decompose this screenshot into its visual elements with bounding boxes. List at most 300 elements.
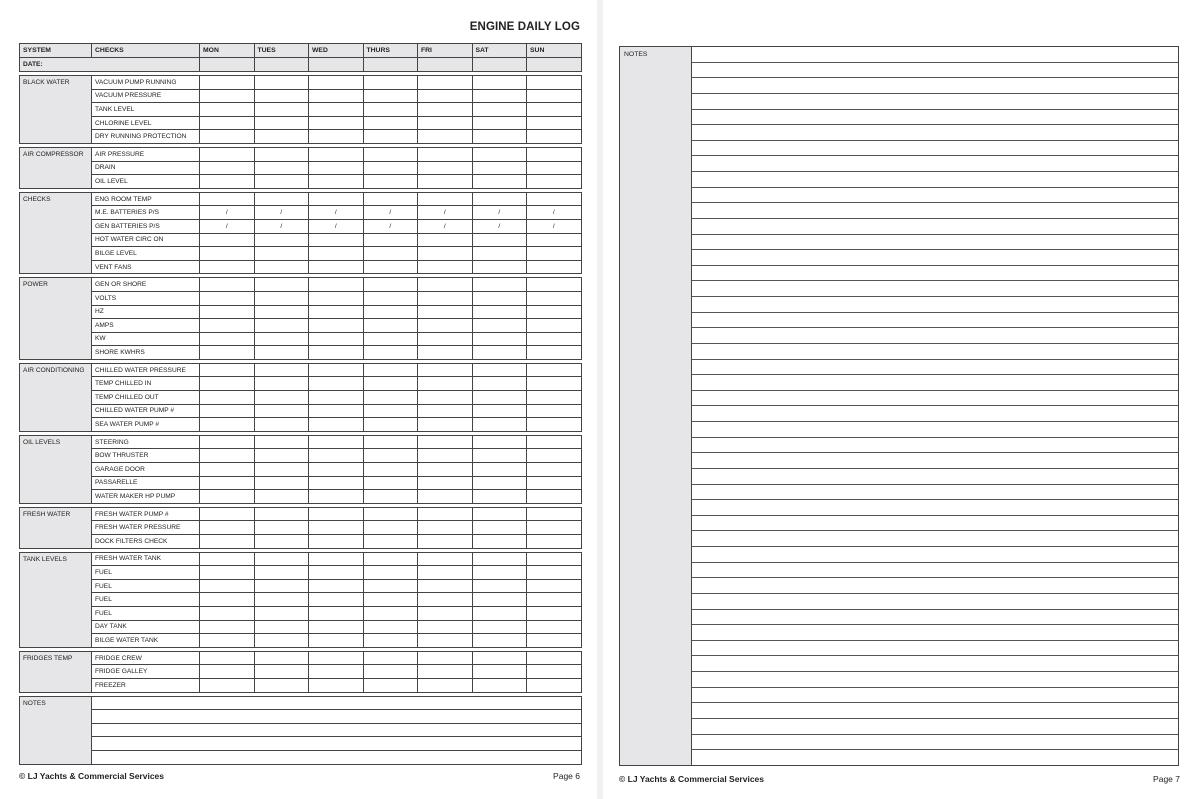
day-cell[interactable]	[200, 535, 255, 549]
day-cell[interactable]	[418, 418, 473, 432]
day-cell[interactable]	[309, 606, 364, 620]
day-cell[interactable]	[472, 418, 527, 432]
day-cell[interactable]	[254, 404, 309, 418]
day-cell[interactable]	[309, 233, 364, 247]
notes-line[interactable]	[92, 737, 582, 751]
day-cell[interactable]	[527, 435, 582, 449]
day-cell[interactable]	[418, 507, 473, 521]
day-cell[interactable]	[418, 566, 473, 580]
notes-line[interactable]	[692, 281, 1178, 297]
date-cell[interactable]	[527, 58, 582, 72]
day-cell[interactable]	[527, 651, 582, 665]
day-cell[interactable]	[418, 103, 473, 117]
notes-line[interactable]	[692, 219, 1178, 235]
day-cell[interactable]	[309, 435, 364, 449]
day-cell[interactable]	[254, 490, 309, 504]
day-cell[interactable]: /	[472, 219, 527, 233]
notes-line[interactable]	[692, 297, 1178, 313]
day-cell[interactable]	[418, 579, 473, 593]
day-cell[interactable]	[418, 161, 473, 175]
day-cell[interactable]	[363, 418, 418, 432]
day-cell[interactable]	[200, 435, 255, 449]
day-cell[interactable]	[309, 130, 364, 144]
day-cell[interactable]	[418, 305, 473, 319]
day-cell[interactable]	[363, 192, 418, 206]
day-cell[interactable]	[200, 476, 255, 490]
day-cell[interactable]	[363, 593, 418, 607]
day-cell[interactable]	[200, 593, 255, 607]
day-cell[interactable]	[254, 161, 309, 175]
day-cell[interactable]	[309, 103, 364, 117]
day-cell[interactable]	[527, 552, 582, 566]
day-cell[interactable]	[254, 507, 309, 521]
day-cell[interactable]	[472, 116, 527, 130]
day-cell[interactable]	[309, 89, 364, 103]
day-cell[interactable]	[527, 332, 582, 346]
day-cell[interactable]	[527, 490, 582, 504]
day-cell[interactable]	[472, 391, 527, 405]
day-cell[interactable]	[254, 435, 309, 449]
day-cell[interactable]	[527, 76, 582, 90]
day-cell[interactable]	[254, 89, 309, 103]
day-cell[interactable]	[254, 291, 309, 305]
day-cell[interactable]	[527, 404, 582, 418]
notes-line[interactable]	[92, 696, 582, 710]
day-cell[interactable]	[472, 291, 527, 305]
day-cell[interactable]	[200, 247, 255, 261]
day-cell[interactable]	[254, 449, 309, 463]
notes-line[interactable]	[692, 63, 1178, 79]
day-cell[interactable]	[254, 175, 309, 189]
notes-line[interactable]	[692, 516, 1178, 532]
day-cell[interactable]	[309, 521, 364, 535]
day-cell[interactable]	[527, 147, 582, 161]
day-cell[interactable]	[363, 391, 418, 405]
date-cell[interactable]	[200, 58, 255, 72]
day-cell[interactable]	[363, 665, 418, 679]
day-cell[interactable]	[200, 552, 255, 566]
notes-line[interactable]	[692, 344, 1178, 360]
day-cell[interactable]	[254, 418, 309, 432]
day-cell[interactable]	[418, 678, 473, 692]
day-cell[interactable]	[309, 247, 364, 261]
day-cell[interactable]: /	[200, 219, 255, 233]
day-cell[interactable]	[527, 507, 582, 521]
day-cell[interactable]	[527, 233, 582, 247]
day-cell[interactable]: /	[418, 206, 473, 220]
day-cell[interactable]	[309, 418, 364, 432]
day-cell[interactable]	[472, 651, 527, 665]
day-cell[interactable]	[527, 391, 582, 405]
day-cell[interactable]	[200, 363, 255, 377]
day-cell[interactable]: /	[254, 219, 309, 233]
notes-line[interactable]	[692, 485, 1178, 501]
notes-line[interactable]	[692, 750, 1178, 765]
day-cell[interactable]	[254, 593, 309, 607]
day-cell[interactable]	[200, 332, 255, 346]
day-cell[interactable]	[472, 332, 527, 346]
day-cell[interactable]: /	[200, 206, 255, 220]
notes-line[interactable]	[692, 453, 1178, 469]
day-cell[interactable]	[309, 678, 364, 692]
day-cell[interactable]	[309, 634, 364, 648]
day-cell[interactable]	[200, 192, 255, 206]
day-cell[interactable]	[418, 89, 473, 103]
date-cell[interactable]	[254, 58, 309, 72]
day-cell[interactable]	[309, 260, 364, 274]
day-cell[interactable]	[418, 463, 473, 477]
day-cell[interactable]	[254, 192, 309, 206]
day-cell[interactable]	[527, 319, 582, 333]
day-cell[interactable]	[200, 463, 255, 477]
day-cell[interactable]	[254, 247, 309, 261]
day-cell[interactable]	[527, 247, 582, 261]
day-cell[interactable]	[472, 463, 527, 477]
day-cell[interactable]	[472, 346, 527, 360]
day-cell[interactable]	[418, 476, 473, 490]
day-cell[interactable]	[254, 620, 309, 634]
date-cell[interactable]	[309, 58, 364, 72]
day-cell[interactable]: /	[527, 206, 582, 220]
day-cell[interactable]	[472, 665, 527, 679]
notes-line[interactable]	[692, 141, 1178, 157]
day-cell[interactable]	[309, 535, 364, 549]
day-cell[interactable]	[309, 463, 364, 477]
day-cell[interactable]	[418, 291, 473, 305]
day-cell[interactable]	[309, 147, 364, 161]
day-cell[interactable]	[418, 449, 473, 463]
day-cell[interactable]	[363, 435, 418, 449]
day-cell[interactable]	[200, 175, 255, 189]
day-cell[interactable]	[254, 566, 309, 580]
day-cell[interactable]	[363, 332, 418, 346]
day-cell[interactable]: /	[309, 206, 364, 220]
day-cell[interactable]	[309, 404, 364, 418]
notes-line[interactable]	[692, 94, 1178, 110]
notes-line[interactable]	[692, 547, 1178, 563]
day-cell[interactable]	[527, 291, 582, 305]
date-cell[interactable]	[472, 58, 527, 72]
day-cell[interactable]	[363, 535, 418, 549]
day-cell[interactable]: /	[254, 206, 309, 220]
day-cell[interactable]	[254, 476, 309, 490]
day-cell[interactable]	[363, 161, 418, 175]
day-cell[interactable]	[254, 634, 309, 648]
notes-line[interactable]	[692, 250, 1178, 266]
notes-line[interactable]	[692, 735, 1178, 751]
day-cell[interactable]	[200, 103, 255, 117]
day-cell[interactable]	[363, 363, 418, 377]
day-cell[interactable]	[309, 192, 364, 206]
day-cell[interactable]	[472, 305, 527, 319]
day-cell[interactable]	[309, 278, 364, 292]
date-cell[interactable]	[418, 58, 473, 72]
notes-line[interactable]	[692, 328, 1178, 344]
day-cell[interactable]	[309, 490, 364, 504]
day-cell[interactable]	[200, 418, 255, 432]
day-cell[interactable]	[472, 566, 527, 580]
day-cell[interactable]	[363, 103, 418, 117]
day-cell[interactable]	[472, 175, 527, 189]
day-cell[interactable]	[254, 552, 309, 566]
day-cell[interactable]	[254, 377, 309, 391]
notes-line[interactable]	[692, 594, 1178, 610]
day-cell[interactable]	[527, 535, 582, 549]
day-cell[interactable]	[200, 278, 255, 292]
day-cell[interactable]	[418, 116, 473, 130]
day-cell[interactable]	[254, 76, 309, 90]
day-cell[interactable]	[200, 233, 255, 247]
day-cell[interactable]	[418, 634, 473, 648]
day-cell[interactable]	[418, 192, 473, 206]
day-cell[interactable]	[418, 247, 473, 261]
day-cell[interactable]	[418, 620, 473, 634]
notes-line[interactable]	[692, 438, 1178, 454]
day-cell[interactable]	[200, 89, 255, 103]
day-cell[interactable]: /	[363, 206, 418, 220]
day-cell[interactable]	[200, 391, 255, 405]
day-cell[interactable]	[200, 147, 255, 161]
day-cell[interactable]	[309, 579, 364, 593]
day-cell[interactable]	[363, 147, 418, 161]
day-cell[interactable]	[309, 391, 364, 405]
notes-line[interactable]	[692, 391, 1178, 407]
day-cell[interactable]	[527, 634, 582, 648]
day-cell[interactable]	[200, 521, 255, 535]
day-cell[interactable]	[363, 76, 418, 90]
day-cell[interactable]	[363, 620, 418, 634]
day-cell[interactable]	[363, 404, 418, 418]
day-cell[interactable]	[254, 130, 309, 144]
notes-line[interactable]	[692, 156, 1178, 172]
day-cell[interactable]	[472, 476, 527, 490]
notes-line[interactable]	[92, 750, 582, 764]
day-cell[interactable]	[200, 449, 255, 463]
day-cell[interactable]	[363, 463, 418, 477]
day-cell[interactable]	[363, 566, 418, 580]
day-cell[interactable]	[363, 130, 418, 144]
day-cell[interactable]	[527, 175, 582, 189]
day-cell[interactable]	[418, 490, 473, 504]
day-cell[interactable]	[472, 130, 527, 144]
day-cell[interactable]	[363, 233, 418, 247]
day-cell[interactable]	[527, 89, 582, 103]
day-cell[interactable]	[309, 175, 364, 189]
day-cell[interactable]: /	[309, 219, 364, 233]
day-cell[interactable]	[254, 116, 309, 130]
day-cell[interactable]	[309, 593, 364, 607]
day-cell[interactable]	[200, 377, 255, 391]
notes-line[interactable]	[692, 688, 1178, 704]
notes-line[interactable]	[692, 719, 1178, 735]
notes-line[interactable]	[692, 610, 1178, 626]
day-cell[interactable]	[200, 130, 255, 144]
day-cell[interactable]	[472, 192, 527, 206]
day-cell[interactable]	[418, 147, 473, 161]
day-cell[interactable]	[254, 391, 309, 405]
notes-line[interactable]	[692, 500, 1178, 516]
day-cell[interactable]	[363, 552, 418, 566]
day-cell[interactable]	[200, 606, 255, 620]
day-cell[interactable]	[527, 305, 582, 319]
day-cell[interactable]	[200, 291, 255, 305]
notes-line[interactable]	[692, 469, 1178, 485]
day-cell[interactable]	[309, 363, 364, 377]
day-cell[interactable]	[309, 332, 364, 346]
day-cell[interactable]	[363, 449, 418, 463]
day-cell[interactable]	[472, 363, 527, 377]
day-cell[interactable]	[309, 76, 364, 90]
day-cell[interactable]	[254, 260, 309, 274]
day-cell[interactable]	[200, 116, 255, 130]
day-cell[interactable]	[309, 507, 364, 521]
day-cell[interactable]	[309, 346, 364, 360]
day-cell[interactable]	[418, 319, 473, 333]
day-cell[interactable]	[363, 521, 418, 535]
day-cell[interactable]: /	[363, 219, 418, 233]
day-cell[interactable]	[309, 552, 364, 566]
day-cell[interactable]	[363, 507, 418, 521]
notes-line[interactable]	[92, 723, 582, 737]
day-cell[interactable]	[418, 435, 473, 449]
day-cell[interactable]	[200, 161, 255, 175]
day-cell[interactable]	[527, 463, 582, 477]
notes-line[interactable]	[692, 625, 1178, 641]
day-cell[interactable]	[254, 651, 309, 665]
day-cell[interactable]	[472, 593, 527, 607]
day-cell[interactable]	[200, 404, 255, 418]
day-cell[interactable]	[200, 678, 255, 692]
day-cell[interactable]	[254, 103, 309, 117]
day-cell[interactable]	[472, 147, 527, 161]
day-cell[interactable]	[472, 606, 527, 620]
notes-line[interactable]	[692, 578, 1178, 594]
day-cell[interactable]	[472, 620, 527, 634]
day-cell[interactable]	[363, 116, 418, 130]
day-cell[interactable]	[527, 566, 582, 580]
notes-line[interactable]	[692, 203, 1178, 219]
day-cell[interactable]	[472, 319, 527, 333]
day-cell[interactable]	[418, 665, 473, 679]
day-cell[interactable]	[418, 130, 473, 144]
day-cell[interactable]	[527, 103, 582, 117]
day-cell[interactable]	[200, 260, 255, 274]
day-cell[interactable]	[254, 319, 309, 333]
day-cell[interactable]	[418, 332, 473, 346]
notes-line[interactable]	[92, 710, 582, 724]
day-cell[interactable]	[309, 377, 364, 391]
day-cell[interactable]	[200, 579, 255, 593]
day-cell[interactable]	[309, 305, 364, 319]
day-cell[interactable]	[254, 521, 309, 535]
day-cell[interactable]: /	[418, 219, 473, 233]
day-cell[interactable]	[418, 593, 473, 607]
day-cell[interactable]	[472, 521, 527, 535]
day-cell[interactable]	[309, 651, 364, 665]
day-cell[interactable]	[200, 566, 255, 580]
day-cell[interactable]	[200, 76, 255, 90]
notes-line[interactable]	[692, 110, 1178, 126]
day-cell[interactable]	[254, 665, 309, 679]
day-cell[interactable]	[254, 305, 309, 319]
day-cell[interactable]	[254, 579, 309, 593]
day-cell[interactable]	[418, 535, 473, 549]
day-cell[interactable]	[309, 665, 364, 679]
day-cell[interactable]	[527, 606, 582, 620]
day-cell[interactable]	[254, 463, 309, 477]
day-cell[interactable]	[418, 278, 473, 292]
day-cell[interactable]	[363, 651, 418, 665]
day-cell[interactable]	[363, 377, 418, 391]
day-cell[interactable]	[418, 363, 473, 377]
notes-line[interactable]	[692, 656, 1178, 672]
day-cell[interactable]	[363, 305, 418, 319]
day-cell[interactable]	[309, 291, 364, 305]
day-cell[interactable]	[309, 319, 364, 333]
day-cell[interactable]	[418, 346, 473, 360]
day-cell[interactable]	[418, 260, 473, 274]
day-cell[interactable]	[254, 678, 309, 692]
day-cell[interactable]	[472, 377, 527, 391]
day-cell[interactable]	[363, 476, 418, 490]
day-cell[interactable]	[254, 363, 309, 377]
day-cell[interactable]	[254, 332, 309, 346]
day-cell[interactable]	[472, 634, 527, 648]
day-cell[interactable]	[363, 490, 418, 504]
day-cell[interactable]	[200, 305, 255, 319]
date-cell[interactable]	[363, 58, 418, 72]
day-cell[interactable]	[418, 175, 473, 189]
notes-line[interactable]	[692, 422, 1178, 438]
day-cell[interactable]	[472, 678, 527, 692]
notes-line[interactable]	[692, 703, 1178, 719]
day-cell[interactable]	[363, 634, 418, 648]
day-cell[interactable]	[527, 449, 582, 463]
day-cell[interactable]	[472, 449, 527, 463]
day-cell[interactable]	[200, 634, 255, 648]
notes-line[interactable]	[692, 375, 1178, 391]
day-cell[interactable]	[309, 161, 364, 175]
day-cell[interactable]	[418, 391, 473, 405]
day-cell[interactable]	[527, 579, 582, 593]
day-cell[interactable]	[527, 377, 582, 391]
day-cell[interactable]	[309, 620, 364, 634]
day-cell[interactable]	[363, 606, 418, 620]
day-cell[interactable]	[472, 103, 527, 117]
day-cell[interactable]	[527, 418, 582, 432]
day-cell[interactable]	[527, 665, 582, 679]
day-cell[interactable]	[527, 363, 582, 377]
day-cell[interactable]	[363, 175, 418, 189]
day-cell[interactable]	[527, 278, 582, 292]
day-cell[interactable]	[527, 476, 582, 490]
day-cell[interactable]	[254, 535, 309, 549]
day-cell[interactable]	[527, 346, 582, 360]
day-cell[interactable]	[472, 552, 527, 566]
day-cell[interactable]	[363, 346, 418, 360]
notes-line[interactable]	[692, 266, 1178, 282]
day-cell[interactable]	[418, 521, 473, 535]
notes-line[interactable]	[692, 406, 1178, 422]
notes-line[interactable]	[692, 672, 1178, 688]
day-cell[interactable]	[200, 665, 255, 679]
day-cell[interactable]	[254, 606, 309, 620]
notes-line[interactable]	[692, 563, 1178, 579]
day-cell[interactable]	[418, 377, 473, 391]
day-cell[interactable]	[309, 476, 364, 490]
day-cell[interactable]	[472, 507, 527, 521]
day-cell[interactable]	[363, 89, 418, 103]
